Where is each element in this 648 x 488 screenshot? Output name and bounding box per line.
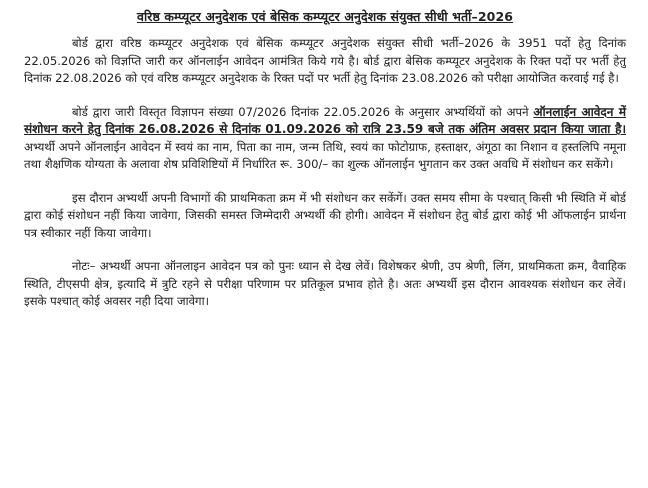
- notice-title: वरिष्ठ कम्प्यूटर अनुदेशक एवं बेसिक कम्प्यूटर अनुदेशक संयुक्त सीधी भर्ती–2026: [136, 9, 514, 24]
- paragraph-correction-window: [24, 104, 626, 174]
- correction-text-end: अभ्यर्थी अपने ऑनलाईन आवेदन में स्वयं का नाम, पिता का नाम, जन्म तिथि, स्वयं का फोटोग्राफ, हस्ताक्षर, अंगूठा का निशान व हस्तलिपि नमूना तथा शैक्षणिक योग्यता के अलावा शेष प्रविशिष्टियों में निर्धारित रू. 300/– का शुल्क ऑनलाईन भुगतान कर उक्त अवधि में संशोधन कर सकेंगे।: [24, 139, 626, 171]
- paragraph-priority-order: इस दौरान अभ्यर्थी अपनी विभागों की प्राथमिकता क्रम में भी संशोधन कर सकेंगें। उक्त समय सीमा के पश्चात् किसी भी स्थिति में बोर्ड द्वारा कोई संशोधन नहीं किया जावेगा, जिसकी समस्त जिम्मेदारी अभ्यर्थी की होगी। आवेदन में संशोधन हेतु बोर्ड द्वारा कोई भी ऑफलाईन प्रार्थना पत्र स्वीकार नहीं किया जावेगा।: [24, 190, 626, 240]
- paragraph-recruitment-info: बोर्ड द्वारा वरिष्ठ कम्प्यूटर अनुदेशक एवं बेसिक कम्प्यूटर अनुदेशक संयुक्त सीधी भर्ती–2026 के 3951 पदों हेतु दिनांक 22.05.2026 को विज्ञप्ति जारी कर ऑनलाईन आवेदन आमंत्रित किये गये है। बोर्ड द्वारा बेसिक कम्प्यूटर अनुदेशक के रिक्त पदों पर भर्ती हेतु दिनांक 22.08.2026 को एवं वरिष्ठ कम्प्यूटर अनुदेशक के रिक्त पदों पर भर्ती हेतु दिनांक 23.08.2026 को परीक्षा आयोजित करवाई गई है।: [24, 36, 626, 85]
- correction-deadline-highlight: ऑनलाईन आवेदन में संशोधन करने हेतु दिनांक 26.08.2026 से दिनांक 01.09.2026 को रात्रि 23.59 बजे तक अंतिम अवसर प्रदान किया जाता है।: [24, 104, 626, 136]
- paragraph-note: नोटः– अभ्यर्थी अपना ऑनलाइन आवेदन पत्र को पुनः ध्यान से देख लेवें। विशेषकर श्रेणी, उप श्रेणी, लिंग, प्राथमिकता क्रम, वैवाहिक स्थिति, टीएसपी क्षेत्र, इत्यादि में त्रुटि रहने से परीक्षा परिणाम पर प्रतिकूल प्रभाव होते है। अतः अभ्यर्थी इस दौरान आवश्यक संशोधन कर लेवें। इसके पश्चात् कोई अवसर नही दिया जावेगा।: [24, 259, 626, 308]
- correction-text-start: बोर्ड द्वारा जारी विस्तृत विज्ञापन संख्या 07/2026 दिनांक 22.05.2026 के अनुसार अभ्यर्थियों को अपने: [72, 104, 534, 119]
